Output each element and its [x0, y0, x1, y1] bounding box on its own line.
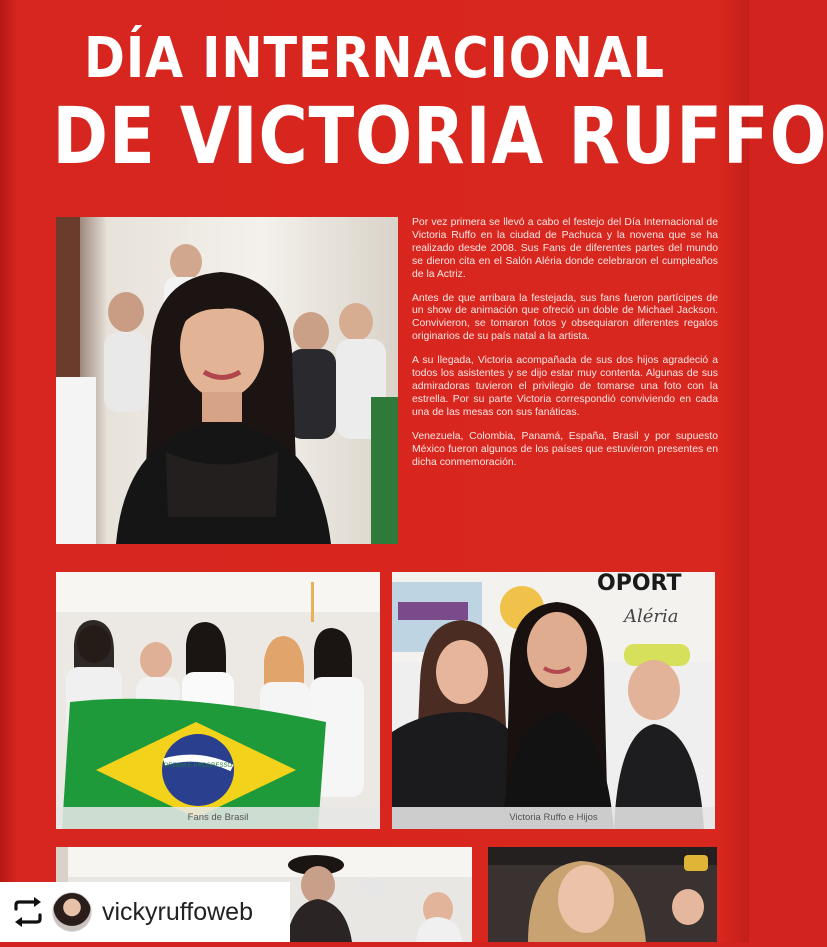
user-avatar[interactable]: [52, 892, 92, 932]
article-paragraph: Venezuela, Colombia, Panamá, España, Brasil y por supuesto México fueron algunos de los países que estuvieron presentes en dicha conmemoración.: [412, 430, 718, 468]
article-body: [412, 217, 718, 480]
sign-text: OPORT: [597, 571, 682, 596]
main-portrait-photo: [56, 217, 398, 544]
fans-brazil-photo: [56, 572, 380, 829]
party-photo-bottom-right: [488, 847, 717, 942]
photo-caption-family: Victoria Ruffo e Hijos: [392, 807, 715, 829]
sign-script: Aléria: [624, 606, 679, 627]
repost-icon: [6, 890, 50, 934]
username-label[interactable]: vickyruffoweb: [102, 897, 253, 926]
headline-line-1: DÍA INTERNACIONAL: [84, 26, 665, 91]
flag-motto: ORDEM E PROGRESSO: [163, 763, 233, 769]
article-paragraph: A su llegada, Victoria acompañada de sus dos hijos agradeció a todos los asistentes y se dijo estar muy contenta. Algunas de sus admiradoras tuvieron el privilegio de tomarse una foto con la estrella. Por su parte Victoria correspondió conviviendo en cada una de las mesas con sus fanáticas.: [412, 355, 718, 418]
article-paragraph: Por vez primera se llevó a cabo el festejo del Día Internacional de Victoria Ruffo en la ciudad de Pachuca y la novena que se ha realizado desde 2008. Sus Fans de diferentes partes del mundo se dieron cita en el Salón Aléria donde celebraron el cumpleaños de la Actriz.: [412, 217, 718, 280]
headline-line-2: DE VICTORIA RUFFO: [52, 92, 827, 182]
family-photo: [392, 572, 715, 829]
repost-badge: [0, 882, 290, 942]
article-paragraph: Antes de que arribara la festejada, sus fans fueron partícipes de un show de animación que ofreció un doble de Michael Jackson. Convivieron, se tomaron fotos y obsequiaron diferentes regalos originarios de su país natal a la artista.: [412, 292, 718, 343]
photo-caption-fans: Fans de Brasil: [56, 807, 380, 829]
